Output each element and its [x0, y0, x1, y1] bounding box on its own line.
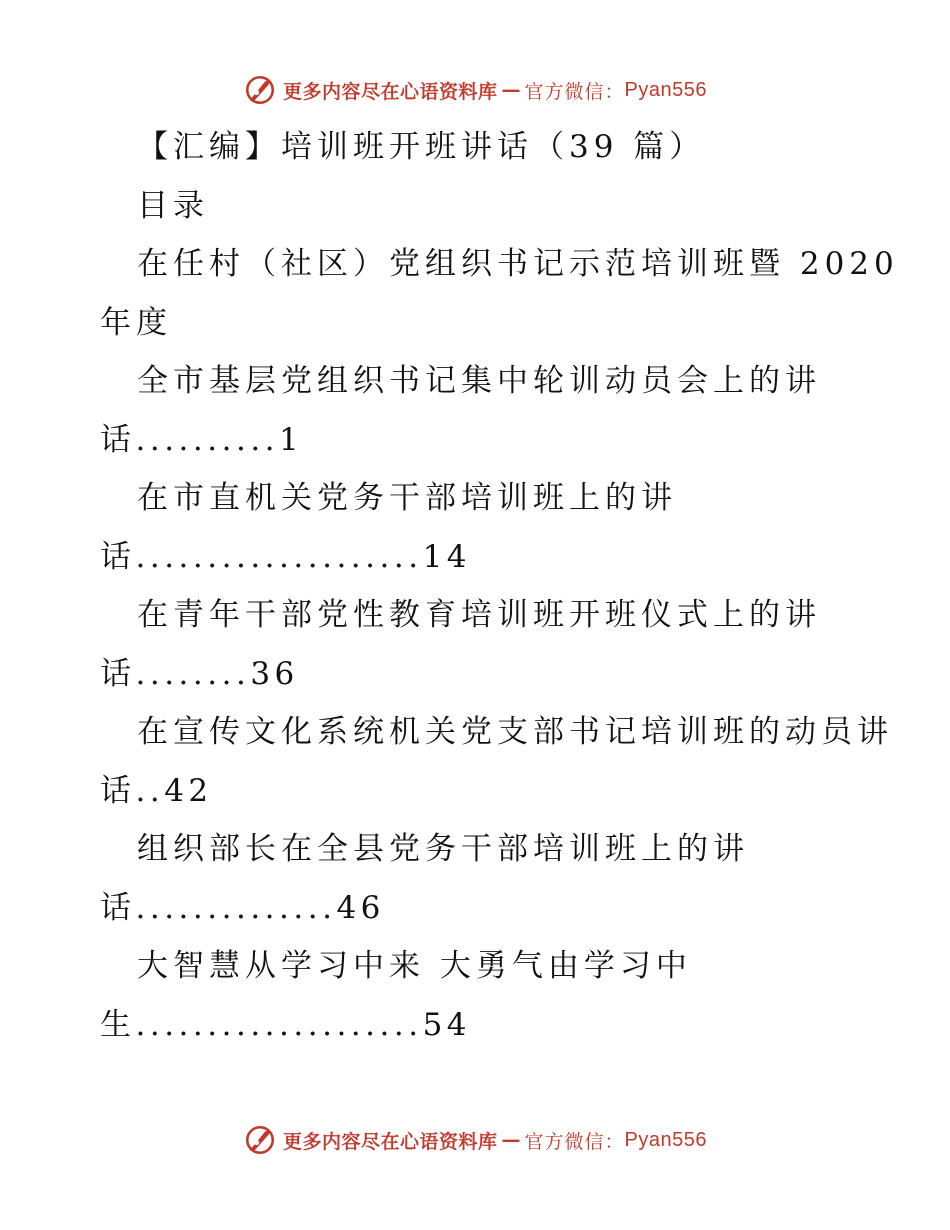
- toc-entry-line: 在宣传文化系统机关党支部书记培训班的动员讲: [137, 714, 893, 750]
- toc-entry[interactable]: [100, 235, 899, 352]
- watermark-separator: —: [501, 79, 521, 101]
- watermark-contact-id: Pyan556: [624, 1128, 707, 1151]
- toc-entry[interactable]: [100, 703, 893, 820]
- document-title: 【汇编】培训班开班讲话（39 篇）: [137, 129, 706, 165]
- toc-entry[interactable]: [100, 352, 860, 469]
- footer-watermark: [0, 1120, 950, 1160]
- header-watermark: [0, 70, 950, 110]
- toc-entry[interactable]: [100, 586, 860, 703]
- watermark-contact-label: 官方微信：: [524, 80, 625, 103]
- toc-entry-line: 话..............46: [100, 889, 385, 926]
- toc-heading: 目录: [137, 187, 209, 224]
- toc-entry-line: 大智慧从学习中来 大勇气由学习中: [137, 948, 692, 984]
- toc-entry-line: 话....................14: [100, 538, 472, 575]
- watermark-brand-text: 更多内容尽在心语资料库: [283, 80, 498, 103]
- toc-entry-line: 话..........1: [100, 421, 304, 458]
- toc-entry-line: 在市直机关党务干部培训班上的讲: [137, 480, 677, 516]
- watermark-contact-id: Pyan556: [624, 78, 707, 101]
- document-body: [100, 118, 899, 1054]
- toc-entry-line: 全市基层党组织书记集中轮训动员会上的讲: [137, 363, 821, 399]
- toc-entry[interactable]: [100, 469, 860, 586]
- watermark-contact-label: 官方微信：: [524, 1130, 625, 1153]
- quill-pen-logo-icon: [243, 73, 277, 107]
- toc-entry[interactable]: [100, 937, 860, 1054]
- toc-entry-line: 话..42: [100, 772, 213, 809]
- quill-pen-logo-icon: [243, 1123, 277, 1157]
- toc-entry-line: 在任村（社区）党组织书记示范培训班暨 2020: [137, 246, 899, 282]
- watermark-brand-text: 更多内容尽在心语资料库: [283, 1130, 498, 1153]
- toc-entry-line: 组织部长在全县党务干部培训班上的讲: [137, 831, 749, 867]
- toc-entry[interactable]: [100, 820, 860, 937]
- watermark-separator: —: [501, 1129, 521, 1151]
- toc-entry-line: 生....................54: [100, 1006, 472, 1043]
- toc-entry-line: 在青年干部党性教育培训班开班仪式上的讲: [137, 597, 821, 633]
- toc-entry-line: 话........36: [100, 655, 299, 692]
- toc-entry-line: 年度: [100, 304, 172, 341]
